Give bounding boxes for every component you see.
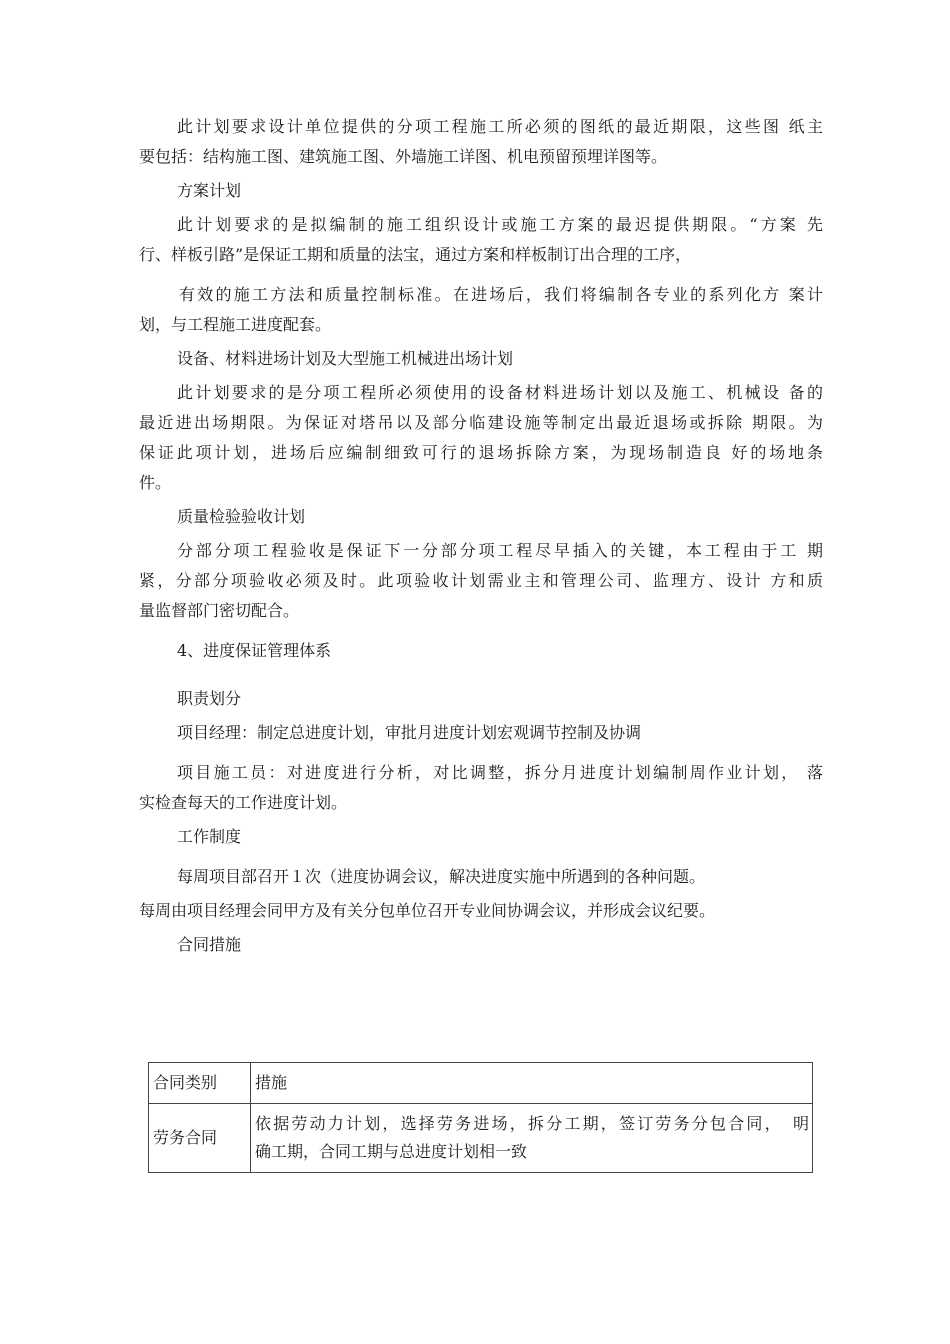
contract-measures-table	[148, 1062, 813, 1173]
heading-scheme-plan: 方案计划	[177, 181, 242, 200]
table-header-measures: 措施	[251, 1063, 813, 1104]
paragraph-project-manager: 项目经理：制定总进度计划，审批月进度计划宏观调节控制及协调	[177, 723, 642, 742]
paragraph-weekly-meeting: 每周项目部召开１次（进度协调会议，解决进度实施中所遇到的各种问题。	[177, 867, 706, 886]
heading-work-system: 工作制度	[177, 827, 242, 846]
paragraph-scheme-line-4: 划，与工程施工进度配套。	[139, 315, 332, 334]
paragraph-equipment-line-1: 此计划要求的是分项工程所必须使用的设备材料进场计划以及施工、机械设 备的	[177, 383, 823, 402]
heading-quality-plan: 质量检验验收计划	[177, 507, 306, 526]
paragraph-scheme-line-2: 行、样板引路”是保证工期和质量的法宝，通过方案和样板制订出合理的工序，	[139, 245, 692, 264]
paragraph-equipment-line-4: 件。	[139, 473, 172, 492]
heading-contract-measures: 合同措施	[177, 935, 242, 954]
table-header-row	[149, 1063, 813, 1104]
paragraph-weekly-coordination: 每周由项目经理会同甲方及有关分包单位召开专业间协调会议，并形成会议纪要。	[139, 901, 716, 920]
paragraph-scheme-line-3: 有效的施工方法和质量控制标准。在进场后，我们将编制各专业的系列化方 案计	[179, 285, 823, 304]
paragraph-equipment-line-2: 最近进出场期限。为保证对塔吊以及部分临建设施等制定出最近退场或拆除 期限。为	[139, 413, 823, 432]
paragraph-quality-line-3: 量监督部门密切配合。	[139, 601, 300, 620]
table-cell-contract-type: 劳务合同	[149, 1104, 251, 1173]
table-cell-measure	[251, 1104, 813, 1173]
heading-equipment-plan: 设备、材料进场计划及大型施工机械进出场计划	[177, 349, 514, 368]
paragraph-equipment-line-3: 保证此项计划，进场后应编制细致可行的退场拆除方案，为现场制造良 好的场地条	[139, 443, 823, 462]
paragraph-drawing-plan-line-2: 要包括：结构施工图、建筑施工图、外墙施工详图、机电预留预埋详图等。	[139, 147, 668, 166]
table-row	[149, 1104, 813, 1173]
heading-duty-division: 职责划分	[177, 689, 242, 708]
paragraph-site-engineer-line-1: 项目施工员：对进度进行分析，对比调整，拆分月进度计划编制周作业计划， 落	[177, 763, 823, 782]
table-cell-measure-line-1: 依据劳动力计划，选择劳务进场，拆分工期，签订劳务分包合同， 明	[255, 1114, 809, 1133]
document-page	[139, 112, 823, 960]
table-cell-measure-line-2: 确工期，合同工期与总进度计划相一致	[255, 1142, 528, 1161]
heading-progress-system: 4、进度保证管理体系	[177, 641, 332, 660]
paragraph-site-engineer-line-2: 实检查每天的工作进度计划。	[139, 793, 348, 812]
paragraph-quality-line-2: 紧，分部分项验收必须及时。此项验收计划需业主和管理公司、监理方、设计 方和质	[139, 571, 823, 590]
paragraph-scheme-line-1: 此计划要求的是拟编制的施工组织设计或施工方案的最迟提供期限。“方案 先	[177, 215, 823, 234]
paragraph-quality-line-1: 分部分项工程验收是保证下一分部分项工程尽早插入的关键，本工程由于工 期	[177, 541, 823, 560]
table-header-contract-type: 合同类别	[149, 1063, 251, 1104]
paragraph-drawing-plan-line-1: 此计划要求设计单位提供的分项工程施工所必须的图纸的最近期限，这些图 纸主	[177, 117, 823, 136]
